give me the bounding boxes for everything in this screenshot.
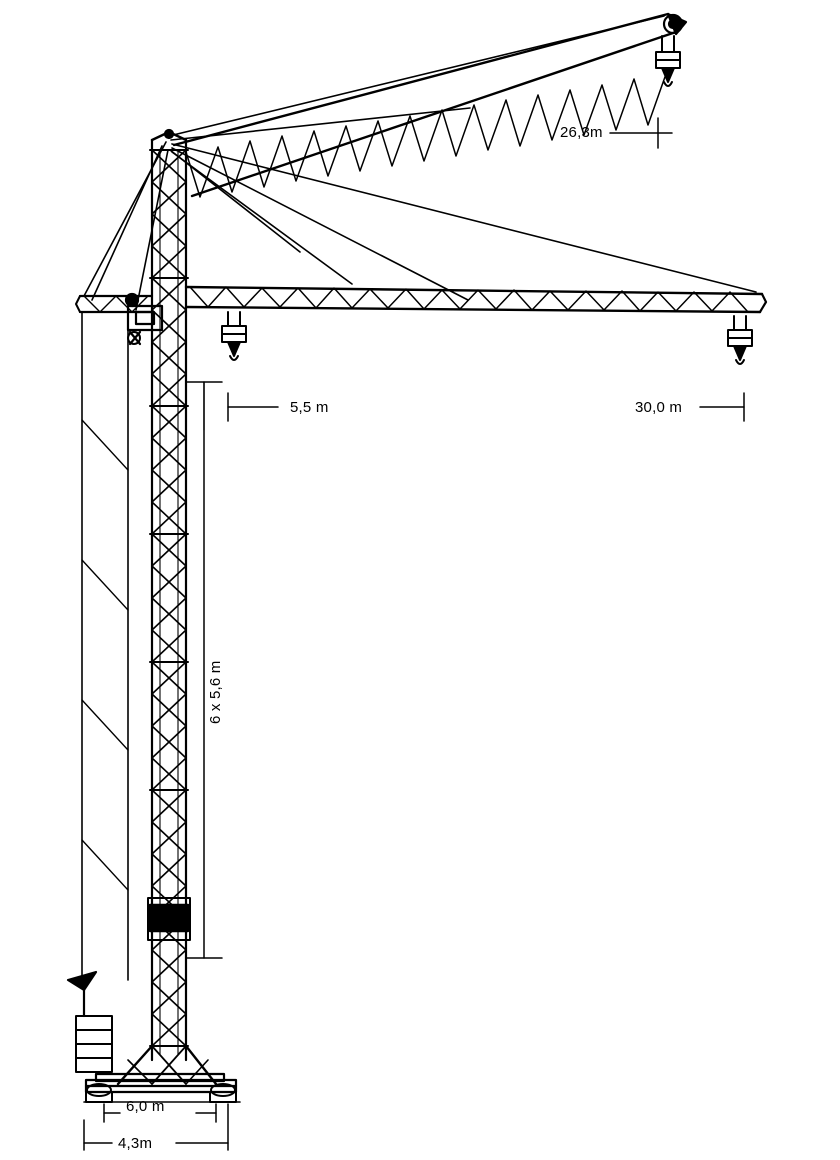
dimension-label-counter-jib-radius: 5,5 m — [290, 399, 329, 416]
hook-block-outer — [728, 316, 752, 364]
mast-tower — [148, 140, 190, 1060]
dimension-label-base-width-inner: 4,3m — [118, 1135, 153, 1152]
hook-block-top — [656, 36, 680, 86]
hook-block-inner — [222, 312, 246, 360]
dim-counter-jib-radius — [204, 382, 278, 430]
counter-jib — [68, 296, 152, 1072]
dimension-label-mast-sections: 6 x 5,6 m — [207, 660, 224, 724]
dimension-label-base-width-outer: 6,0 m — [126, 1098, 165, 1115]
upper-jib — [174, 14, 686, 197]
crane-base — [84, 1046, 240, 1102]
slewing-deck — [126, 294, 162, 344]
dimension-label-jib-tip-height: 26,3m — [560, 124, 603, 141]
dimension-label-main-jib-radius: 30,0 m — [635, 399, 683, 416]
dim-main-jib-radius — [700, 393, 744, 421]
main-jib — [186, 287, 766, 312]
